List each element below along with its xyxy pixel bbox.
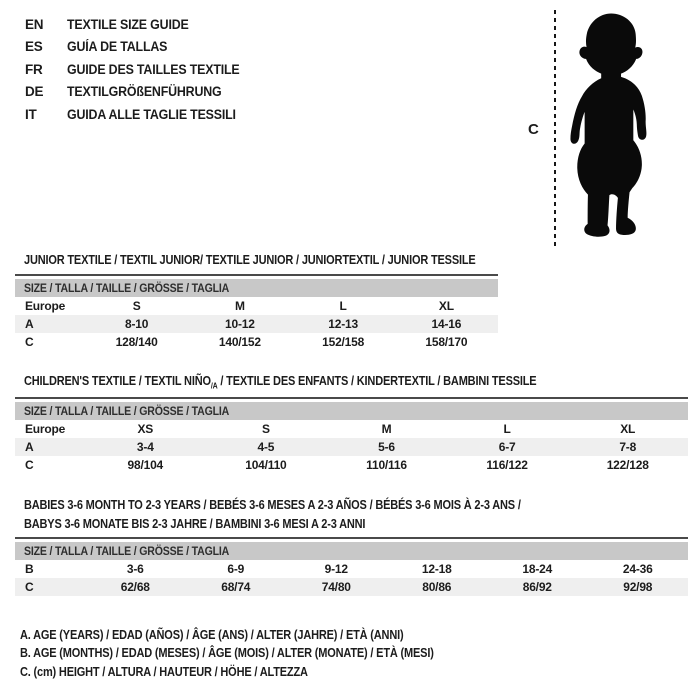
lang-label: GUIDA ALLE TAGLIE TESSILI	[67, 106, 236, 122]
cell: 12-13	[328, 317, 358, 331]
measure-legend	[20, 626, 490, 681]
table-row-age	[15, 438, 688, 456]
lang-row-en	[25, 13, 255, 36]
table-top-rule	[15, 537, 688, 539]
cell: 116/122	[486, 458, 528, 472]
cell: 18-24	[522, 562, 553, 576]
lang-label: TEXTILGRÖßENFÜHRUNG	[67, 84, 222, 100]
cell: XL	[438, 299, 454, 313]
row-label: B	[25, 562, 34, 576]
legend-line-b: B. AGE (MONTHS) / EDAD (MESES) / ÂGE (MOIS) / ALTER (MONATE) / ETÀ (MESI)	[20, 646, 434, 661]
table-row-height	[15, 333, 498, 351]
table-row-europe	[15, 420, 688, 438]
height-measure-dashed-line	[554, 10, 556, 247]
size-header-label: SIZE / TALLA / TAILLE / GRÖSSE / TAGLIA	[24, 404, 230, 418]
cell: 6-7	[498, 440, 516, 454]
children-title-pre: CHILDREN'S TEXTILE / TEXTIL NIÑO	[24, 374, 211, 388]
size-header-band	[15, 402, 688, 420]
legend-line-c: C. (cm) HEIGHT / ALTURA / HAUTEUR / HÖHE / ALTEZZA	[20, 664, 308, 679]
lang-code: EN	[25, 16, 44, 32]
lang-label: GUÍA DE TALLAS	[67, 39, 168, 55]
row-label: A	[25, 317, 34, 331]
cell: 9-12	[324, 562, 348, 576]
cell: 24-36	[622, 562, 653, 576]
junior-section-title: JUNIOR TEXTILE / TEXTIL JUNIOR/ TEXTILE JUNIOR / JUNIORTEXTIL / JUNIOR TESSILE	[24, 253, 476, 267]
cell: L	[339, 299, 347, 313]
babies-size-table	[15, 537, 688, 596]
cell: 158/170	[425, 335, 468, 349]
cell: 6-9	[227, 562, 245, 576]
row-label: C	[25, 458, 34, 472]
row-label: A	[25, 440, 34, 454]
table-row-months	[15, 560, 688, 578]
cell: 8-10	[125, 317, 149, 331]
cell: 104/110	[245, 458, 287, 472]
cell: 98/104	[127, 458, 164, 472]
cell: M	[381, 422, 392, 436]
cell: XS	[137, 422, 154, 436]
table-row-age	[15, 315, 498, 333]
children-size-table	[15, 397, 688, 474]
babies-title-line1: BABIES 3-6 MONTH TO 2-3 YEARS / BEBÉS 3-6 MESES A 2-3 AÑOS / BÉBÉS 3-6 MOIS À 2-3 ANS /	[24, 498, 521, 512]
children-title-post: / TEXTILE DES ENFANTS / KINDERTEXTIL / BAMBINI TESSILE	[217, 374, 537, 388]
lang-row-it	[25, 103, 255, 126]
cell: 80/86	[422, 580, 452, 594]
lang-code: IT	[25, 106, 37, 122]
cell: 128/140	[115, 335, 158, 349]
child-silhouette-icon	[561, 8, 665, 246]
table-row-height	[15, 456, 688, 474]
height-measure-label: C	[528, 121, 539, 138]
row-label: C	[25, 580, 34, 594]
cell: 5-6	[378, 440, 395, 454]
table-top-rule	[15, 397, 688, 399]
table-row-height	[15, 578, 688, 596]
cell: XL	[620, 422, 636, 436]
legend-line-a: A. AGE (YEARS) / EDAD (AÑOS) / ÂGE (ANS) / ALTER (JAHRE) / ETÀ (ANNI)	[20, 628, 404, 642]
cell: 110/116	[366, 458, 407, 472]
cell: 86/92	[522, 580, 552, 594]
babies-section-title	[24, 496, 521, 533]
size-header-label: SIZE / TALLA / TAILLE / GRÖSSE / TAGLIA	[24, 281, 230, 295]
table-row-europe	[15, 297, 498, 315]
cell: 12-18	[421, 562, 452, 576]
cell: S	[132, 299, 141, 313]
cell: 3-4	[136, 440, 154, 454]
junior-size-table	[15, 274, 498, 351]
cell: 92/98	[623, 580, 653, 594]
size-header-band	[15, 542, 688, 560]
cell: 3-6	[126, 562, 144, 576]
cell: 14-16	[431, 317, 462, 331]
lang-row-es	[25, 36, 255, 59]
cell: M	[234, 299, 245, 313]
size-header-band	[15, 279, 498, 297]
cell: S	[261, 422, 270, 436]
babies-title-line2: BABYS 3-6 MONATE BIS 2-3 JAHRE / BAMBINI 3-6 MESI A 2-3 ANNI	[24, 516, 366, 531]
cell: 62/68	[120, 580, 150, 594]
cell: 68/74	[221, 580, 251, 594]
cell: 140/152	[218, 335, 261, 349]
table-top-rule	[15, 274, 498, 276]
lang-label: GUIDE DES TAILLES TEXTILE	[67, 61, 240, 77]
lang-code: DE	[25, 84, 44, 100]
lang-row-fr	[25, 58, 255, 81]
lang-row-de	[25, 81, 255, 104]
lang-code: ES	[25, 39, 43, 55]
row-label: C	[25, 335, 34, 349]
cell: 152/158	[322, 335, 365, 349]
children-section-title	[24, 372, 536, 396]
cell: 4-5	[257, 440, 275, 454]
lang-label: TEXTILE SIZE GUIDE	[67, 16, 189, 32]
cell: 74/80	[321, 580, 351, 594]
row-label: Europe	[25, 422, 66, 436]
cell: 7-8	[619, 440, 637, 454]
children-title-sub: /A	[210, 381, 218, 391]
row-label: Europe	[25, 299, 66, 313]
cell: 122/128	[606, 458, 649, 472]
language-list	[25, 13, 255, 126]
lang-code: FR	[25, 61, 43, 77]
cell: L	[503, 422, 511, 436]
size-header-label: SIZE / TALLA / TAILLE / GRÖSSE / TAGLIA	[24, 544, 230, 558]
cell: 10-12	[225, 317, 255, 331]
